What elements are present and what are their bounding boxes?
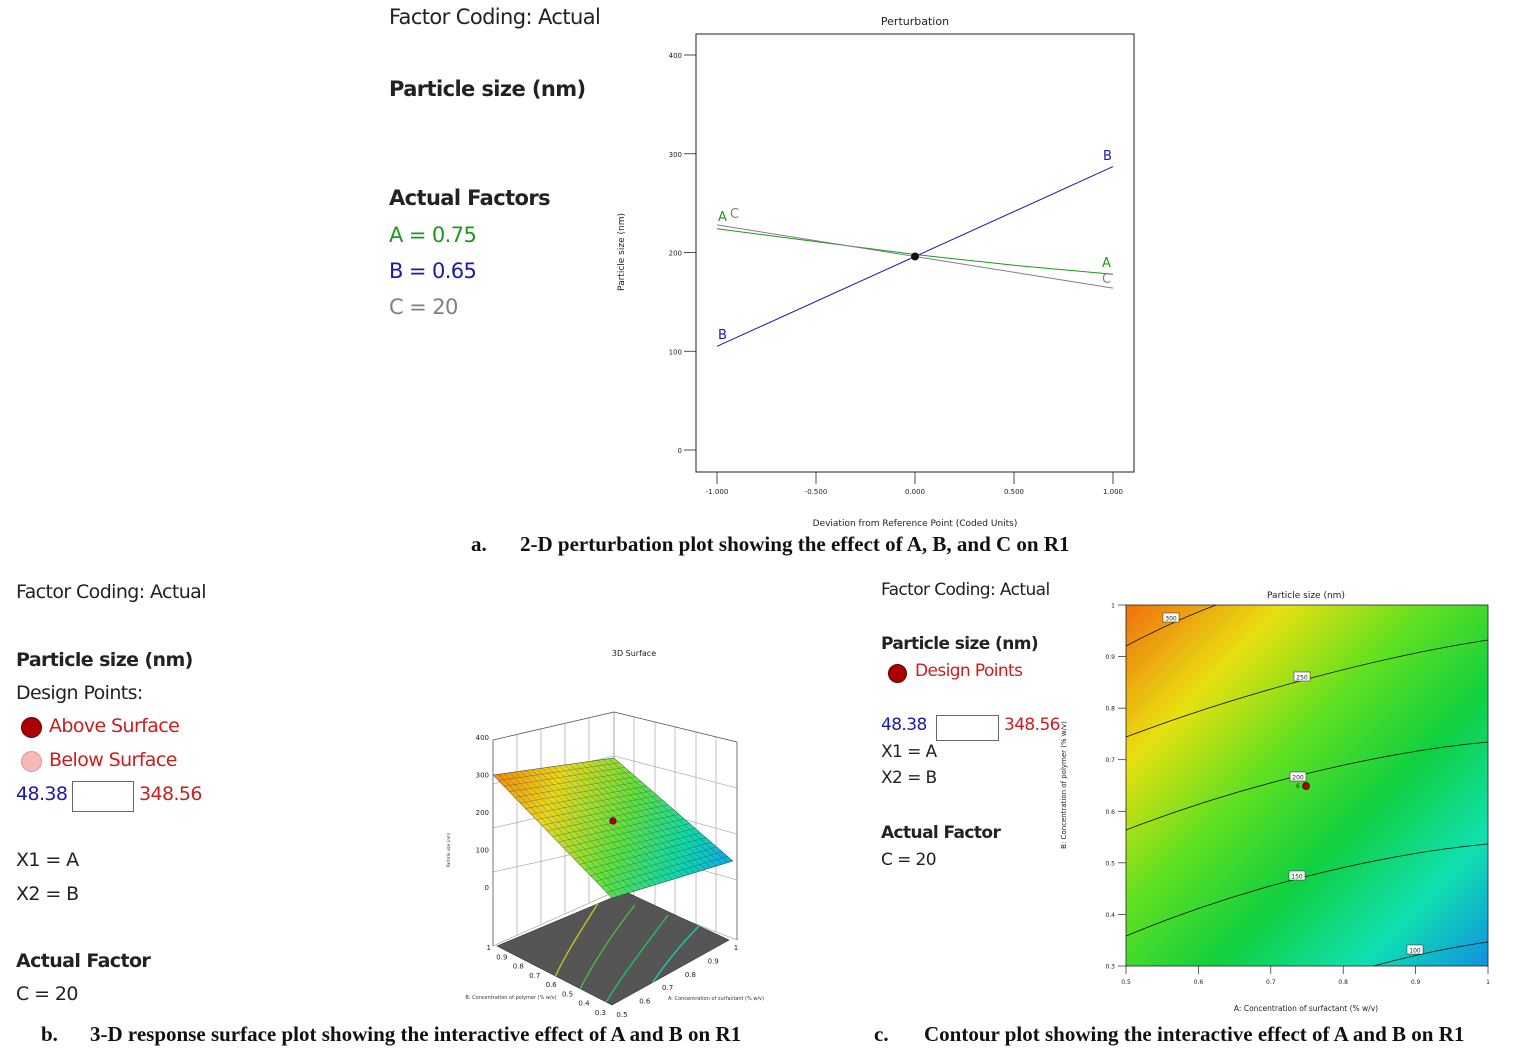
- surface-z-tick-label: 200: [475, 809, 489, 817]
- perturbation-series-a-line: [717, 229, 1113, 274]
- surface-design-point: [610, 818, 617, 825]
- panel-c-x2: X2 = B: [881, 768, 937, 788]
- panel-a-factor-coding: Factor Coding: Actual: [389, 5, 601, 29]
- contour-y-tick-label: 0.4: [1105, 911, 1115, 919]
- contour-x-tick-label: 0.5: [1121, 979, 1131, 986]
- surface-a-tick-label: 0.7: [662, 984, 674, 993]
- panel-a-actual-factors-title: Actual Factors: [389, 186, 551, 210]
- surface-b-tick-label: 0.9: [496, 953, 508, 962]
- contour-y-tick-label: 0.7: [1105, 757, 1115, 765]
- panel-b-range-box: [72, 781, 134, 812]
- contour-level-label: 200: [1292, 774, 1304, 782]
- series-b-end-label: B: [1103, 149, 1112, 164]
- contour-level-label: 250: [1296, 674, 1308, 682]
- surface-3d-chart: [440, 640, 780, 1025]
- panel-c-x1: X1 = A: [881, 742, 937, 762]
- surface-z-tick-label: 300: [475, 771, 489, 780]
- panel-c-factor-c: C = 20: [881, 850, 936, 870]
- panel-b-design-points: Design Points:: [16, 682, 143, 704]
- surface-floor: [497, 892, 729, 1005]
- perturbation-y-tick-label: 0: [677, 447, 682, 455]
- surface-b-tick-label: 0.8: [512, 962, 524, 971]
- series-a-start-label: A: [718, 210, 727, 225]
- perturbation-chart: [600, 0, 1160, 535]
- below-surface-marker-icon: [21, 751, 42, 772]
- panel-c-design-points: Design Points: [915, 661, 1023, 681]
- surface-a-tick-label: 1: [733, 944, 739, 952]
- contour-level-label: 150: [1291, 873, 1303, 881]
- surface-a-tick-label: 0.8: [684, 970, 696, 979]
- panel-b-response: Particle size (nm): [16, 649, 193, 671]
- contour-y-label: B: Concentration of polymer (% w/v): [1060, 721, 1068, 849]
- contour-x-tick-label: 0.8: [1338, 979, 1348, 986]
- contour-y-tick-label: 0.5: [1105, 860, 1115, 868]
- surface-z-tick-label: 100: [475, 846, 489, 855]
- perturbation-x-tick-label: 1.000: [1102, 488, 1124, 496]
- surface-z-label: Particle size (nm): [446, 832, 451, 868]
- contour-design-point: [1303, 783, 1310, 790]
- contour-y-tick-label: 0.3: [1105, 963, 1115, 971]
- caption-c-text: Contour plot showing the interactive effect of A and B on R1: [924, 1022, 1465, 1046]
- panel-c-factor-coding: Factor Coding: Actual: [881, 580, 1050, 600]
- surface-b-tick-label: 0.6: [545, 981, 557, 990]
- caption-c-letter: c.: [874, 1022, 889, 1046]
- panel-c-range-low: 48.38: [881, 715, 927, 735]
- series-c-start-label: C: [730, 207, 740, 222]
- surface-a-axis-label: A: Concentration of surfactant (% w/v): [667, 996, 765, 1002]
- panel-b-range-high: 348.56: [139, 783, 202, 805]
- panel-b-factor-coding: Factor Coding: Actual: [16, 581, 206, 603]
- contour-y-tick-label: 0.9: [1105, 654, 1115, 662]
- contour-level-label: 100: [1409, 947, 1421, 955]
- panel-a-factor-a: A = 0.75: [389, 223, 477, 247]
- series-a-end-label: A: [1102, 256, 1111, 271]
- series-b-start-label: B: [718, 328, 727, 343]
- perturbation-title: Perturbation: [880, 15, 950, 28]
- panel-c-response: Particle size (nm): [881, 634, 1039, 654]
- caption-b-text: 3-D response surface plot showing the interactive effect of A and B on R1: [90, 1022, 742, 1046]
- contour-x-tick-label: 0.7: [1266, 979, 1276, 986]
- surface-a-tick-label: 0.5: [616, 1011, 628, 1019]
- contour-y-tick-label: 0.8: [1105, 705, 1115, 713]
- perturbation-x-tick-label: -1.000: [705, 488, 729, 496]
- surface-title: 3D Surface: [611, 649, 657, 658]
- surface-z-tick-label: 400: [475, 734, 489, 742]
- panel-b-below-surface: Below Surface: [49, 749, 177, 771]
- perturbation-x-tick-label: -0.500: [804, 488, 828, 496]
- panel-b-range-low: 48.38: [16, 783, 68, 805]
- contour-y-tick-label: 1: [1111, 602, 1115, 610]
- surface-b-tick-label: 0.3: [594, 1009, 606, 1017]
- panel-a-factor-c: C = 20: [389, 295, 458, 319]
- surface-b-tick-label: 1: [486, 944, 491, 952]
- design-point-marker-icon: [888, 664, 907, 683]
- panel-b-factor-c: C = 20: [16, 983, 78, 1005]
- panel-c-actual-factor-title: Actual Factor: [881, 823, 1001, 843]
- caption-b-letter: b.: [41, 1022, 58, 1046]
- panel-b-x1: X1 = A: [16, 849, 79, 871]
- contour-x-tick-label: 1: [1486, 979, 1490, 986]
- surface-b-tick-label: 0.4: [578, 999, 590, 1008]
- contour-x-label: A: Concentration of surfactant (% w/v): [1233, 1004, 1379, 1013]
- panel-c-range-high: 348.56: [1004, 715, 1060, 735]
- surface-a-tick-label: 0.6: [639, 997, 651, 1006]
- response-surface: [493, 758, 733, 898]
- contour-y-tick-label: 0.6: [1105, 808, 1115, 816]
- perturbation-x-label: Deviation from Reference Point (Coded Units): [812, 519, 1018, 529]
- contour-chart: [1050, 585, 1510, 1017]
- contour-title: Particle size (nm): [1267, 591, 1345, 601]
- perturbation-x-tick-label: 0.000: [904, 488, 926, 496]
- surface-b-axis-label: B: Concentration of polymer (% w/v): [465, 995, 557, 1001]
- above-surface-marker-icon: [21, 717, 42, 738]
- perturbation-reference-point: [911, 252, 919, 260]
- surface-b-tick-label: 0.7: [529, 971, 541, 980]
- surface-b-tick-label: 0.5: [562, 990, 574, 999]
- perturbation-y-tick-label: 100: [668, 348, 682, 357]
- perturbation-y-tick-label: 300: [668, 150, 682, 159]
- series-c-end-label: C: [1102, 272, 1112, 287]
- contour-x-tick-label: 0.6: [1193, 979, 1204, 986]
- perturbation-x-tick-label: 0.500: [1003, 488, 1025, 496]
- contour-x-tick-label: 0.9: [1410, 979, 1421, 986]
- surface-a-tick-label: 0.9: [707, 957, 719, 966]
- caption-a-letter: a.: [471, 532, 487, 556]
- panel-b-actual-factor-title: Actual Factor: [16, 950, 151, 972]
- surface-z-tick-label: 0: [484, 884, 489, 892]
- panel-b-x2: X2 = B: [16, 883, 79, 905]
- perturbation-y-tick-label: 400: [668, 52, 682, 60]
- panel-b-above-surface: Above Surface: [49, 715, 180, 737]
- panel-a-factor-b: B = 0.65: [389, 259, 477, 283]
- contour-level-label: 300: [1165, 615, 1177, 623]
- panel-c-range-box: [936, 715, 999, 741]
- perturbation-y-label: Particle size (nm): [617, 213, 627, 291]
- contour-design-point-count: 6: [1296, 783, 1300, 790]
- caption-a-text: 2-D perturbation plot showing the effect of A, B, and C on R1: [520, 532, 1070, 556]
- perturbation-y-tick-label: 200: [668, 249, 682, 258]
- panel-a-response: Particle size (nm): [389, 77, 586, 101]
